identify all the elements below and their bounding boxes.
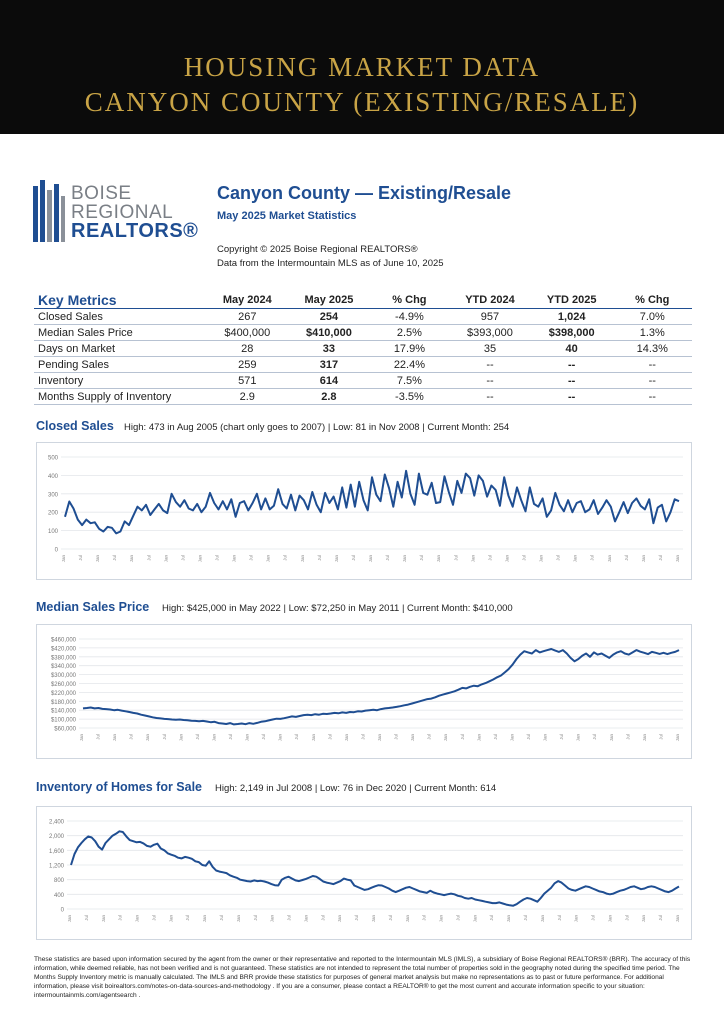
x-tick-label: Jul <box>112 555 118 561</box>
metric-value: -- <box>531 357 613 373</box>
metric-value: 254 <box>288 309 370 325</box>
line-chart-svg <box>37 625 691 758</box>
x-tick-label: Jul <box>385 555 391 561</box>
metric-value: -- <box>613 373 692 389</box>
metric-value: -- <box>531 389 613 405</box>
y-tick-label: $300,000 <box>50 673 76 680</box>
x-tick-label: Jul <box>592 734 598 740</box>
x-tick-label: Jul <box>214 555 220 561</box>
x-tick-label: Jan <box>163 555 169 563</box>
y-tick-label: 0 <box>54 547 58 554</box>
x-tick-label: Jul <box>151 915 157 921</box>
logo-text-realtors: REALTORS® <box>71 220 199 242</box>
title-banner <box>0 0 724 134</box>
logo-bars-icon <box>33 180 65 242</box>
metric-value: 17.9% <box>370 341 449 357</box>
x-tick-label: Jan <box>310 734 316 742</box>
x-tick-label: Jul <box>83 915 89 921</box>
metric-value: -- <box>613 389 692 405</box>
x-tick-label: Jan <box>299 555 305 563</box>
x-tick-label: Jan <box>333 555 339 563</box>
x-tick-label: Jan <box>607 915 613 923</box>
metric-value: 957 <box>449 309 531 325</box>
banner-title-line-1: HOUSING MARKET DATA <box>183 52 541 82</box>
y-tick-label: 2,000 <box>48 834 64 841</box>
metric-value: -3.5% <box>370 389 449 405</box>
series-line <box>83 649 679 724</box>
x-tick-label: Jan <box>303 915 309 923</box>
x-tick-label: Jan <box>410 734 416 742</box>
metric-value: 2.5% <box>370 325 449 341</box>
y-tick-label: $180,000 <box>50 699 76 706</box>
x-tick-label: Jan <box>211 734 217 742</box>
x-tick-label: Jan <box>404 915 410 923</box>
metric-value: $410,000 <box>288 325 370 341</box>
inventory-note: High: 2,149 in Jul 2008 | Low: 76 in Dec 2020 | Current Month: 614 <box>215 783 497 794</box>
x-tick-label: Jan <box>608 734 614 742</box>
x-tick-label: Jul <box>421 915 427 921</box>
x-tick-label: Jan <box>539 915 545 923</box>
y-tick-label: 1,600 <box>48 848 64 855</box>
x-tick-label: Jan <box>476 734 482 742</box>
metric-value: -4.9% <box>370 309 449 325</box>
metric-value: $398,000 <box>531 325 613 341</box>
x-tick-label: Jul <box>194 734 200 740</box>
metric-value: 22.4% <box>370 357 449 373</box>
x-tick-label: Jan <box>640 555 646 563</box>
x-tick-label: Jan <box>506 915 512 923</box>
y-tick-label: $60,000 <box>54 726 76 733</box>
x-tick-label: Jul <box>252 915 258 921</box>
series-line <box>65 471 679 534</box>
x-tick-label: Jul <box>453 555 459 561</box>
x-tick-label: Jan <box>235 915 241 923</box>
metric-value: 1,024 <box>531 309 613 325</box>
x-tick-label: Jul <box>95 734 101 740</box>
x-tick-label: Jul <box>624 915 630 921</box>
key-metrics-row <box>34 325 692 341</box>
x-tick-label: Jan <box>641 915 647 923</box>
metric-value: 571 <box>206 373 288 389</box>
y-tick-label: $460,000 <box>50 637 76 644</box>
x-tick-label: Jan <box>79 734 84 742</box>
y-tick-label: 2,400 <box>48 819 64 826</box>
x-tick-label: Jan <box>178 734 184 742</box>
key-metrics-row <box>34 341 692 357</box>
x-tick-label: Jul <box>117 915 123 921</box>
x-tick-label: Jan <box>277 734 283 742</box>
x-tick-label: Jul <box>555 555 561 561</box>
x-tick-label: Jul <box>248 555 254 561</box>
key-metrics-row <box>34 373 692 389</box>
y-tick-label: $100,000 <box>50 717 76 724</box>
x-tick-label: Jul <box>590 915 596 921</box>
x-tick-label: Jan <box>112 734 118 742</box>
metric-value: 7.0% <box>613 309 692 325</box>
x-tick-label: Jul <box>78 555 84 561</box>
y-tick-label: 500 <box>47 455 58 462</box>
x-tick-label: Jan <box>675 555 680 563</box>
x-tick-label: Jan <box>572 555 578 563</box>
x-tick-label: Jul <box>523 915 528 921</box>
x-tick-label: Jan <box>436 555 442 563</box>
brr-logo <box>33 180 199 244</box>
metric-label: Median Sales Price <box>34 325 206 341</box>
metric-label: Pending Sales <box>34 357 206 373</box>
x-tick-label: Jan <box>675 915 680 923</box>
logo-text-regional: REGIONAL <box>71 202 174 223</box>
metric-value: 7.5% <box>370 373 449 389</box>
x-tick-label: Jan <box>265 555 271 563</box>
x-tick-label: Jul <box>489 915 495 921</box>
x-tick-label: Jan <box>438 915 444 923</box>
y-tick-label: 800 <box>53 878 64 885</box>
key-metrics-table <box>34 292 692 405</box>
x-tick-label: Jan <box>641 734 647 742</box>
x-tick-label: Jul <box>327 734 333 740</box>
disclaimer-footer: These statistics are based upon information secured by the agent from the owner or their representative and reported to the Intermountain MLS (IMLS), a subsidiary of Boise Regional REALTORS® (BRR). The accuracy of this information, while deemed reliable, has not been verified and is not guaranteed. These statistics are not intended to represent the total number of properties sold in the geography noted during the specified time period. The Months Supply Inventory metric is manually calculated. The IMLS and BRR provide these statistics for purposes of general market analysis but make no representations as to past or future performance. For additional information, please visit boirealtors.com/notes-on-data-sources-and-methodology . If you are a consumer, please contact a REALTOR® to get the most current and accurate information specific to your situation: intermountainmls.com/agentsearch . <box>34 956 691 999</box>
metric-label: Days on Market <box>34 341 206 357</box>
metric-value: 317 <box>288 357 370 373</box>
x-tick-label: Jul <box>185 915 191 921</box>
x-tick-label: Jul <box>589 555 595 561</box>
metric-value: 14.3% <box>613 341 692 357</box>
column-header: May 2025 <box>288 292 370 309</box>
closed-sales-title: Closed Sales <box>36 419 114 433</box>
metric-value: 40 <box>531 341 613 357</box>
x-tick-label: Jan <box>129 555 135 563</box>
x-tick-label: Jul <box>657 555 663 561</box>
x-tick-label: Jan <box>337 915 343 923</box>
key-metrics-row <box>34 309 692 325</box>
column-header: YTD 2024 <box>449 292 531 309</box>
x-tick-label: Jan <box>371 915 376 923</box>
y-tick-label: 400 <box>53 892 64 899</box>
x-tick-label: Jul <box>393 734 399 740</box>
x-tick-label: Jul <box>360 734 366 740</box>
x-tick-label: Jan <box>368 555 373 563</box>
x-tick-label: Jan <box>231 555 237 563</box>
x-tick-label: Jan <box>573 915 579 923</box>
key-metrics-row <box>34 389 692 405</box>
x-tick-label: Jul <box>623 555 629 561</box>
y-tick-label: $340,000 <box>50 664 76 671</box>
logo-text-boise: BOISE <box>71 183 132 204</box>
y-tick-label: 0 <box>60 907 64 914</box>
x-tick-label: Jul <box>128 734 134 740</box>
x-tick-label: Jul <box>146 555 152 561</box>
x-tick-label: Jan <box>168 915 174 923</box>
x-tick-label: Jan <box>675 734 680 742</box>
y-tick-label: $260,000 <box>50 682 76 688</box>
banner-title-line-2: CANYON COUNTY (EXISTING/RESALE) <box>84 87 640 117</box>
x-tick-label: Jan <box>67 915 72 923</box>
inventory-title: Inventory of Homes for Sale <box>36 780 203 794</box>
metric-label: Inventory <box>34 373 206 389</box>
metric-value: 614 <box>288 373 370 389</box>
x-tick-label: Jan <box>61 555 66 563</box>
x-tick-label: Jul <box>180 555 186 561</box>
x-tick-label: Jul <box>492 734 498 740</box>
x-tick-label: Jul <box>219 915 224 921</box>
x-tick-label: Jul <box>526 734 531 740</box>
x-tick-label: Jan <box>575 734 581 742</box>
x-tick-label: Jan <box>269 915 275 923</box>
y-tick-label: 400 <box>47 473 58 480</box>
metric-value: $400,000 <box>206 325 288 341</box>
x-tick-label: Jan <box>343 734 349 742</box>
x-tick-label: Jan <box>606 555 612 563</box>
x-tick-label: Jan <box>244 734 250 742</box>
report-subtitle: May 2025 Market Statistics <box>217 210 357 222</box>
y-tick-label: 1,200 <box>48 863 64 870</box>
y-tick-label: 100 <box>47 529 58 536</box>
x-tick-label: Jan <box>402 555 408 563</box>
x-tick-label: Jan <box>197 555 203 563</box>
closed-sales-note: High: 473 in Aug 2005 (chart only goes to 2007) | Low: 81 in Nov 2008 | Current Month: 254 <box>124 422 510 433</box>
closed-sales-chart <box>36 442 692 580</box>
x-tick-label: Jul <box>161 734 167 740</box>
report-title: Canyon County — Existing/Resale <box>217 183 512 203</box>
x-tick-label: Jul <box>282 555 288 561</box>
y-tick-label: 300 <box>47 492 58 499</box>
x-tick-label: Jan <box>95 555 101 563</box>
column-header: YTD 2025 <box>531 292 613 309</box>
x-tick-label: Jan <box>472 915 478 923</box>
metric-label: Months Supply of Inventory <box>34 389 206 405</box>
key-metrics-header-row <box>34 292 692 309</box>
metric-value: 1.3% <box>613 325 692 341</box>
x-tick-label: Jul <box>228 734 233 740</box>
metric-value: -- <box>613 357 692 373</box>
x-tick-label: Jan <box>134 915 140 923</box>
x-tick-label: Jul <box>459 734 465 740</box>
column-header: % Chg <box>370 292 449 309</box>
x-tick-label: Jul <box>354 915 360 921</box>
column-header: % Chg <box>613 292 692 309</box>
x-tick-label: Jul <box>556 915 562 921</box>
y-tick-label: $220,000 <box>50 690 76 697</box>
median-price-note: High: $425,000 in May 2022 | Low: $72,250 in May 2011 | Current Month: $410,000 <box>162 603 513 614</box>
inventory-chart <box>36 806 692 940</box>
x-tick-label: Jan <box>377 734 382 742</box>
x-tick-label: Jan <box>202 915 208 923</box>
x-tick-label: Jul <box>625 734 631 740</box>
x-tick-label: Jul <box>521 555 527 561</box>
metric-value: $393,000 <box>449 325 531 341</box>
median-price-chart <box>36 624 692 759</box>
column-header: May 2024 <box>206 292 288 309</box>
metric-value: 28 <box>206 341 288 357</box>
metric-value: 267 <box>206 309 288 325</box>
x-tick-label: Jul <box>419 555 425 561</box>
x-tick-label: Jan <box>443 734 449 742</box>
x-tick-label: Jul <box>426 734 432 740</box>
metric-value: -- <box>449 389 531 405</box>
metric-label: Closed Sales <box>34 309 206 325</box>
x-tick-label: Jul <box>559 734 565 740</box>
x-tick-label: Jul <box>316 555 322 561</box>
median-price-title: Median Sales Price <box>36 600 150 614</box>
key-metrics-title: Key Metrics <box>34 292 206 309</box>
x-tick-label: Jan <box>509 734 515 742</box>
x-tick-label: Jul <box>320 915 326 921</box>
y-tick-label: $380,000 <box>50 655 76 662</box>
x-tick-label: Jan <box>145 734 151 742</box>
metric-value: 2.8 <box>288 389 370 405</box>
x-tick-label: Jul <box>658 915 664 921</box>
metric-value: -- <box>449 357 531 373</box>
metric-value: 35 <box>449 341 531 357</box>
x-tick-label: Jan <box>504 555 510 563</box>
x-tick-label: Jan <box>542 734 548 742</box>
y-tick-label: 200 <box>47 510 58 517</box>
line-chart-svg <box>37 807 691 939</box>
metric-value: 259 <box>206 357 288 373</box>
x-tick-label: Jan <box>538 555 544 563</box>
y-tick-label: $420,000 <box>50 646 76 653</box>
x-tick-label: Jul <box>286 915 292 921</box>
metric-value: -- <box>531 373 613 389</box>
x-tick-label: Jul <box>261 734 267 740</box>
line-chart-svg <box>37 443 691 579</box>
x-tick-label: Jul <box>294 734 300 740</box>
metric-value: 2.9 <box>206 389 288 405</box>
x-tick-label: Jul <box>350 555 356 561</box>
x-tick-label: Jul <box>658 734 664 740</box>
data-source-text: Data from the Intermountain MLS as of June 10, 2025 <box>217 258 444 269</box>
x-tick-label: Jul <box>487 555 493 561</box>
x-tick-label: Jan <box>470 555 476 563</box>
x-tick-label: Jan <box>100 915 106 923</box>
x-tick-label: Jul <box>455 915 461 921</box>
y-tick-label: $140,000 <box>50 708 76 715</box>
x-tick-label: Jul <box>387 915 393 921</box>
metric-value: -- <box>449 373 531 389</box>
copyright-text: Copyright © 2025 Boise Regional REALTORS® <box>217 244 418 255</box>
metric-value: 33 <box>288 341 370 357</box>
key-metrics-row <box>34 357 692 373</box>
